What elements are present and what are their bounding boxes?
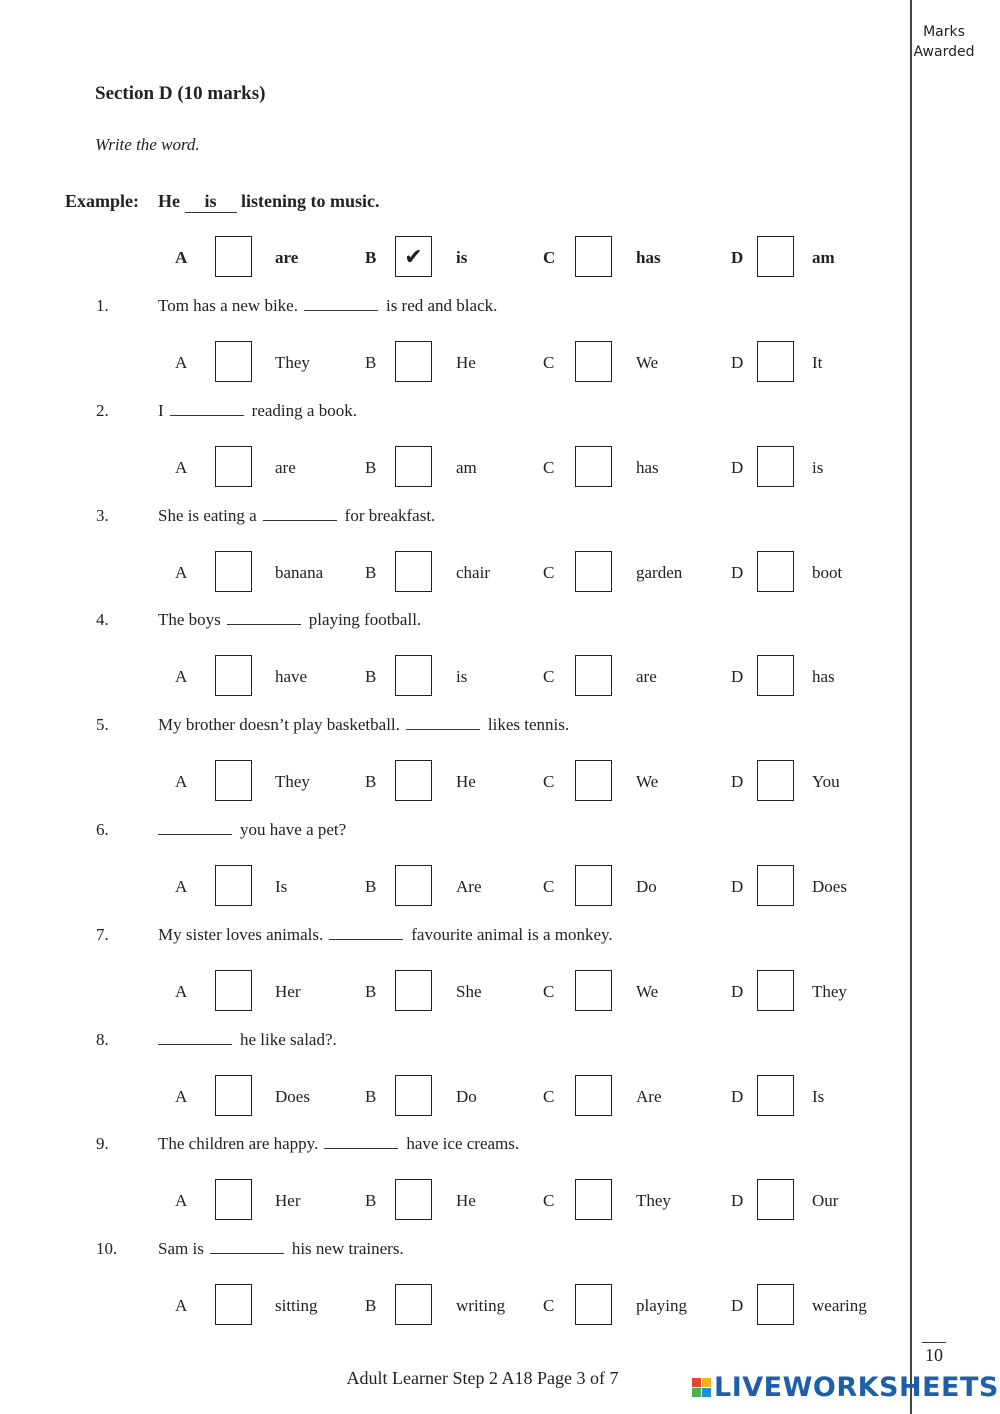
example-sentence <box>158 191 380 213</box>
option-word: He <box>456 1191 476 1210</box>
option-letter: C <box>543 877 555 896</box>
option-checkbox[interactable] <box>757 446 794 487</box>
option-letter: B <box>365 353 377 372</box>
question-sentence <box>158 1239 404 1259</box>
option-checkbox[interactable] <box>575 341 612 382</box>
section-title: Section D (10 marks) <box>95 83 266 104</box>
option-letter: A <box>175 563 188 582</box>
option-checkbox[interactable] <box>757 1075 794 1116</box>
option-letter: A <box>175 772 188 791</box>
option-letter: D <box>731 982 744 1001</box>
answer-blank[interactable] <box>406 728 480 730</box>
question-sentence <box>158 506 435 526</box>
option-word: Are <box>456 877 482 896</box>
example-option-checkbox[interactable] <box>757 236 794 277</box>
option-checkbox[interactable] <box>395 1284 432 1325</box>
option-word: Her <box>275 982 301 1001</box>
answer-blank[interactable] <box>263 519 337 521</box>
option-word: Does <box>812 877 847 896</box>
question-text-before: My brother doesn’t play basketball. <box>158 715 400 734</box>
option-letter: A <box>175 353 188 372</box>
option-letter: B <box>365 877 377 896</box>
option-checkbox[interactable] <box>215 970 252 1011</box>
option-letter: C <box>543 563 555 582</box>
example-option-checkbox[interactable] <box>215 236 252 277</box>
option-checkbox[interactable] <box>575 865 612 906</box>
option-letter: A <box>175 1087 188 1106</box>
marks-header-line-2: Awarded <box>913 44 975 60</box>
option-letter: A <box>175 877 188 896</box>
option-letter: C <box>543 458 555 477</box>
option-checkbox[interactable] <box>575 1075 612 1116</box>
example-option-word: has <box>636 248 661 267</box>
option-letter: C <box>543 1191 555 1210</box>
option-word: We <box>636 353 659 372</box>
question-text-before: My sister loves animals. <box>158 925 324 944</box>
option-checkbox[interactable] <box>757 551 794 592</box>
logo-square <box>702 1378 711 1387</box>
question-text-before: I <box>158 401 164 420</box>
option-word: Do <box>636 877 657 896</box>
liveworksheets-logo <box>692 1372 999 1403</box>
option-letter: A <box>175 1296 188 1315</box>
answer-blank[interactable] <box>158 833 232 835</box>
example-option-letter: C <box>543 248 556 267</box>
logo-text: LIVEWORKSHEETS <box>714 1372 999 1403</box>
option-letter: D <box>731 353 744 372</box>
option-word: Do <box>456 1087 477 1106</box>
option-word: sitting <box>275 1296 318 1315</box>
option-letter: B <box>365 1087 377 1106</box>
option-checkbox[interactable] <box>215 1284 252 1325</box>
page-footer: Adult Learner Step 2 A18 Page 3 of 7 <box>346 1368 619 1388</box>
answer-blank[interactable] <box>170 414 244 416</box>
option-checkbox[interactable] <box>757 865 794 906</box>
option-checkbox[interactable] <box>215 655 252 696</box>
question-sentence <box>158 1030 337 1050</box>
example-option-checkbox[interactable] <box>575 236 612 277</box>
option-checkbox[interactable] <box>215 551 252 592</box>
question-number: 3. <box>96 506 109 525</box>
example-option-letter: A <box>175 248 188 267</box>
option-checkbox[interactable] <box>215 446 252 487</box>
option-letter: B <box>365 563 377 582</box>
option-word: are <box>275 458 296 477</box>
marks-awarded-header <box>912 22 976 62</box>
option-word: Is <box>275 877 288 896</box>
option-word: is <box>456 667 468 686</box>
question-text-before: She is eating a <box>158 506 257 525</box>
option-letter: A <box>175 667 188 686</box>
answer-blank[interactable] <box>304 309 378 311</box>
option-word: Is <box>812 1087 825 1106</box>
instruction-text: Write the word. <box>95 135 200 154</box>
question-text-after: favourite animal is a monkey. <box>411 925 613 944</box>
logo-mark <box>692 1378 711 1397</box>
option-word: are <box>636 667 657 686</box>
option-letter: B <box>365 667 377 686</box>
question-sentence <box>158 401 357 421</box>
option-word: writing <box>456 1296 506 1315</box>
option-checkbox[interactable] <box>395 970 432 1011</box>
option-word: am <box>456 458 477 477</box>
example-option-word: are <box>275 248 299 267</box>
option-checkbox[interactable] <box>575 446 612 487</box>
option-letter: C <box>543 1087 555 1106</box>
option-checkbox[interactable] <box>757 655 794 696</box>
question-text-before: The children are happy. <box>158 1134 319 1153</box>
option-letter: C <box>543 667 555 686</box>
question-text-after: for breakfast. <box>344 506 436 525</box>
option-word: is <box>812 458 824 477</box>
question-number: 1. <box>96 296 109 315</box>
option-letter: D <box>731 1296 744 1315</box>
option-letter: C <box>543 772 555 791</box>
question-sentence <box>158 820 346 840</box>
logo-square <box>692 1388 701 1397</box>
option-checkbox[interactable] <box>757 1284 794 1325</box>
option-checkbox[interactable] <box>575 655 612 696</box>
option-letter: C <box>543 1296 555 1315</box>
option-word: They <box>275 353 310 372</box>
option-letter: A <box>175 1191 188 1210</box>
question-text-before: Tom has a new bike. <box>158 296 298 315</box>
option-letter: B <box>365 772 377 791</box>
question-sentence <box>158 925 613 945</box>
answer-blank[interactable] <box>158 1043 232 1045</box>
option-letter: B <box>365 458 377 477</box>
question-text-after: he like salad?. <box>240 1030 337 1049</box>
question-text-after: playing football. <box>308 610 422 629</box>
example-after: listening to music. <box>241 191 380 211</box>
answer-blank[interactable] <box>324 1147 398 1149</box>
option-checkbox[interactable] <box>395 760 432 801</box>
option-letter: B <box>365 1296 377 1315</box>
question-text-before: Sam is <box>158 1239 204 1258</box>
option-word: Does <box>275 1087 310 1106</box>
option-checkbox[interactable] <box>395 1179 432 1220</box>
option-checkbox[interactable] <box>757 1179 794 1220</box>
question-number: 7. <box>96 925 109 944</box>
question-text-after: reading a book. <box>251 401 357 420</box>
option-word: chair <box>456 563 490 582</box>
question-sentence <box>158 715 569 735</box>
option-checkbox[interactable] <box>575 1284 612 1325</box>
question-text-before: The boys <box>158 610 221 629</box>
option-word: banana <box>275 563 324 582</box>
option-word: It <box>812 353 823 372</box>
question-number: 6. <box>96 820 109 839</box>
option-word: Her <box>275 1191 301 1210</box>
question-text-after: likes tennis. <box>487 715 570 734</box>
example-option-letter: B <box>365 248 377 267</box>
option-letter: A <box>175 982 188 1001</box>
option-word: They <box>812 982 847 1001</box>
question-sentence <box>158 296 497 316</box>
option-word: garden <box>636 563 683 582</box>
option-letter: D <box>731 458 744 477</box>
option-checkbox[interactable] <box>215 1179 252 1220</box>
option-word: has <box>636 458 659 477</box>
question-text-after: you have a pet? <box>240 820 347 839</box>
option-letter: D <box>731 563 744 582</box>
option-word: She <box>456 982 482 1001</box>
option-word: We <box>636 772 659 791</box>
option-letter: D <box>731 1191 744 1210</box>
total-marks: 10 <box>922 1342 946 1366</box>
option-checkbox[interactable] <box>395 551 432 592</box>
option-word: They <box>636 1191 671 1210</box>
question-text-after: his new trainers. <box>291 1239 404 1258</box>
option-word: have <box>275 667 308 686</box>
option-checkbox[interactable] <box>215 1075 252 1116</box>
option-checkbox[interactable] <box>395 446 432 487</box>
logo-square <box>702 1388 711 1397</box>
question-sentence <box>158 1134 519 1154</box>
option-checkbox[interactable] <box>757 341 794 382</box>
option-checkbox[interactable] <box>395 341 432 382</box>
option-word: We <box>636 982 659 1001</box>
marks-column-divider <box>910 0 912 1414</box>
marks-header-line-1: Marks <box>923 24 965 40</box>
example-before: He <box>158 191 180 211</box>
answer-blank[interactable] <box>210 1252 284 1254</box>
option-letter: B <box>365 1191 377 1210</box>
question-number: 9. <box>96 1134 109 1153</box>
example-option-word: am <box>812 248 835 267</box>
option-checkbox[interactable] <box>395 865 432 906</box>
option-word: has <box>812 667 835 686</box>
example-option-letter: D <box>731 248 744 267</box>
option-checkbox[interactable] <box>395 1075 432 1116</box>
option-word: You <box>812 772 840 791</box>
option-checkbox[interactable] <box>575 551 612 592</box>
option-checkbox[interactable] <box>575 760 612 801</box>
question-number: 5. <box>96 715 109 734</box>
question-number: 4. <box>96 610 109 629</box>
logo-square <box>692 1378 701 1387</box>
example-answer: is <box>185 191 237 213</box>
question-sentence <box>158 610 421 630</box>
option-word: wearing <box>812 1296 867 1315</box>
question-number: 10. <box>96 1239 118 1258</box>
option-word: Are <box>636 1087 662 1106</box>
option-checkbox[interactable] <box>215 865 252 906</box>
option-checkbox[interactable] <box>215 341 252 382</box>
option-letter: D <box>731 877 744 896</box>
example-option-word: is <box>456 248 468 267</box>
option-checkbox[interactable] <box>575 1179 612 1220</box>
example-option-checkbox[interactable]: ✔ <box>395 236 432 277</box>
option-letter: C <box>543 353 555 372</box>
option-word: They <box>275 772 310 791</box>
example-label: Example: <box>65 191 139 211</box>
option-letter: A <box>175 458 188 477</box>
option-letter: D <box>731 667 744 686</box>
option-checkbox[interactable] <box>575 970 612 1011</box>
option-checkbox[interactable] <box>757 970 794 1011</box>
question-number: 8. <box>96 1030 109 1049</box>
option-word: He <box>456 353 476 372</box>
option-checkbox[interactable] <box>215 760 252 801</box>
option-letter: D <box>731 772 744 791</box>
option-letter: B <box>365 982 377 1001</box>
option-word: He <box>456 772 476 791</box>
option-letter: C <box>543 982 555 1001</box>
option-letter: D <box>731 1087 744 1106</box>
question-text-after: have ice creams. <box>406 1134 520 1153</box>
option-word: playing <box>636 1296 687 1315</box>
question-number: 2. <box>96 401 109 420</box>
answer-blank[interactable] <box>227 623 301 625</box>
option-checkbox[interactable] <box>757 760 794 801</box>
option-word: Our <box>812 1191 839 1210</box>
option-word: boot <box>812 563 843 582</box>
option-checkbox[interactable] <box>395 655 432 696</box>
answer-blank[interactable] <box>329 938 403 940</box>
question-text-after: is red and black. <box>385 296 498 315</box>
